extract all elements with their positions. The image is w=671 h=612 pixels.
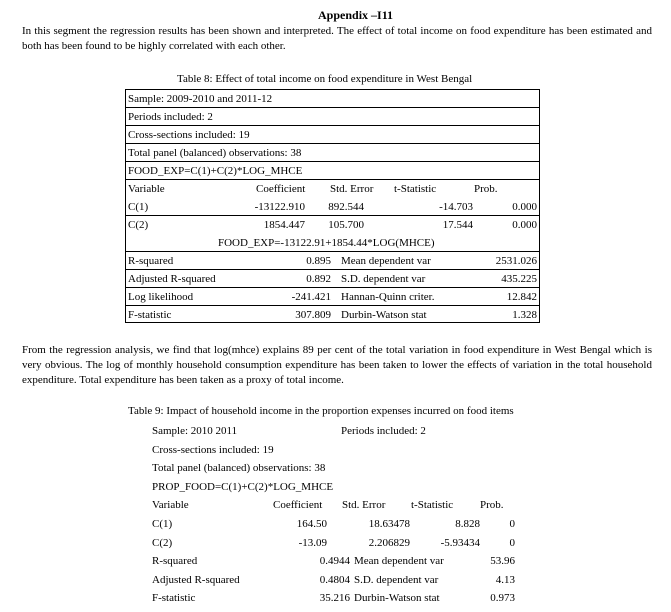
table9-cross-sections: Cross-sections included: 19 — [152, 444, 274, 456]
table8-stat-label: S.D. dependent var — [341, 273, 426, 285]
table8-stat-row — [126, 252, 539, 270]
table9-stat-label: R-squared — [152, 555, 198, 567]
table9-periods: Periods included: 2 — [341, 425, 426, 437]
table8-stat-value: 0.895 — [306, 255, 331, 267]
table8-stat-row — [126, 270, 539, 288]
table9-c2-prob: 0 — [509, 537, 515, 549]
intro-paragraph: In this segment the regression results has been shown and interpreted. The effect of total income on food expenditure has been estimated and both has been found to be highly correlated with each other. — [22, 25, 652, 52]
table8-c1-coefficient: -13122.910 — [254, 201, 305, 213]
table8-sample-row — [126, 90, 539, 108]
table8-stat-label: Durbin-Watson stat — [341, 309, 427, 321]
table8-stat-label: Log likelihood — [128, 291, 194, 303]
table9-header-coefficient: Coefficient — [273, 499, 323, 511]
table8-cross-sections: Cross-sections included: 19 — [128, 129, 250, 141]
table9-c1-std-error: 18.63478 — [368, 518, 410, 530]
table8-header-coefficient: Coefficient — [256, 183, 306, 195]
table9-c1-variable: C(1) — [152, 518, 173, 530]
table8-stat-value: 1.328 — [512, 309, 537, 321]
table9-stat-label: F-statistic — [152, 592, 196, 604]
table8-stat-value: 307.809 — [295, 309, 331, 321]
table8-sample: Sample: 2009-2010 and 2011-12 — [128, 93, 273, 105]
table8-equation-row — [126, 162, 539, 180]
table9-observations: Total panel (balanced) observations: 38 — [152, 462, 326, 474]
table9-c2-t-statistic: -5.93434 — [440, 537, 480, 549]
table8-c1-prob: 0.000 — [512, 201, 537, 213]
table9-stat-value: 0.973 — [490, 592, 515, 604]
table8-stat-value: -241.421 — [291, 291, 331, 303]
table8-stat-label: Hannan-Quinn criter. — [341, 291, 435, 303]
table8-cross-sections-row — [126, 126, 539, 144]
table8-stat-row — [126, 288, 539, 306]
analysis-paragraph: From the regression analysis, we find that log(mhce) explains 89 per cent of the total variation in food expenditure in West Bengal which is very obvious. The log of monthly household consumption expenditure has been taken to lower the effects of variation in the total household expenditure. Total expenditure has been taken as a proxy of total income. — [22, 344, 652, 386]
table9-caption: Table 9: Impact of household income in the proportion expenses incurred on food items — [128, 405, 514, 417]
table8-stat-row — [126, 306, 539, 324]
table9-equation: PROP_FOOD=C(1)+C(2)*LOG_MHCE — [152, 481, 334, 493]
table8-header-t-statistic: t-Statistic — [394, 183, 437, 195]
table9-header-variable: Variable — [152, 499, 189, 511]
table9-c1-prob: 0 — [509, 518, 515, 530]
table9-stat-value: 4.13 — [495, 574, 515, 586]
table9-header-std-error: Std. Error — [342, 499, 386, 511]
table9-header-t-statistic: t-Statistic — [411, 499, 454, 511]
table8-stat-label: Adjusted R-squared — [128, 273, 216, 285]
table8-stat-label: Mean dependent var — [341, 255, 431, 267]
table9-stat-value: 0.4944 — [319, 555, 350, 567]
table9-c2-variable: C(2) — [152, 537, 173, 549]
table8-c2-t-statistic: 17.544 — [442, 219, 473, 231]
table9-c2-coefficient: -13.09 — [298, 537, 327, 549]
table8-equation: FOOD_EXP=C(1)+C(2)*LOG_MHCE — [128, 165, 303, 177]
table8-stat-value: 0.892 — [306, 273, 331, 285]
table9-stat-value: 35.216 — [319, 592, 350, 604]
table9-c2-std-error: 2.206829 — [368, 537, 410, 549]
table9-sample: Sample: 2010 2011 — [152, 425, 238, 437]
table8-caption: Table 8: Effect of total income on food expenditure in West Bengal — [177, 73, 473, 85]
table8-c1-variable: C(1) — [128, 201, 149, 213]
table9-header-prob: Prob. — [480, 499, 504, 511]
table8-stat-value: 2531.026 — [495, 255, 537, 267]
table8-stat-value: 12.842 — [506, 291, 537, 303]
table8-c2-std-error: 105.700 — [328, 219, 364, 231]
table9-stat-label: Mean dependent var — [354, 555, 444, 567]
table8-c2-prob: 0.000 — [512, 219, 537, 231]
table8-c1-std-error: 892.544 — [328, 201, 364, 213]
table8-header-row — [126, 180, 539, 198]
appendix-title: Appendix –I11 — [318, 8, 394, 22]
table8-c1-t-statistic: -14.703 — [439, 201, 473, 213]
table8-coef-row — [126, 216, 539, 234]
table8-stat-value: 435.225 — [501, 273, 537, 285]
table8-observations-row — [126, 144, 539, 162]
table8-periods: Periods included: 2 — [128, 111, 213, 123]
table8-coef-row — [126, 198, 539, 216]
table8-stat-label: F-statistic — [128, 309, 172, 321]
table8-stat-label: R-squared — [128, 255, 174, 267]
table8-observations: Total panel (balanced) observations: 38 — [128, 147, 302, 159]
table8-c2-coefficient: 1854.447 — [263, 219, 305, 231]
table8-header-variable: Variable — [128, 183, 165, 195]
table8-header-std-error: Std. Error — [330, 183, 374, 195]
table8 — [125, 89, 540, 323]
table9-stat-label: S.D. dependent var — [354, 574, 439, 586]
table9-c1-t-statistic: 8.828 — [455, 518, 480, 530]
table8-fitted-equation: FOOD_EXP=-13122.91+1854.44*LOG(MHCE) — [218, 237, 435, 249]
table9-stat-label: Durbin-Watson stat — [354, 592, 440, 604]
table8-periods-row — [126, 108, 539, 126]
table9-stat-value: 0.4804 — [319, 574, 350, 586]
table9-stat-value: 53.96 — [490, 555, 515, 567]
table9-c1-coefficient: 164.50 — [296, 518, 327, 530]
table8-header-prob: Prob. — [474, 183, 498, 195]
table8-fitted-equation-row — [126, 234, 539, 252]
table9-stat-label: Adjusted R-squared — [152, 574, 240, 586]
table8-c2-variable: C(2) — [128, 219, 149, 231]
